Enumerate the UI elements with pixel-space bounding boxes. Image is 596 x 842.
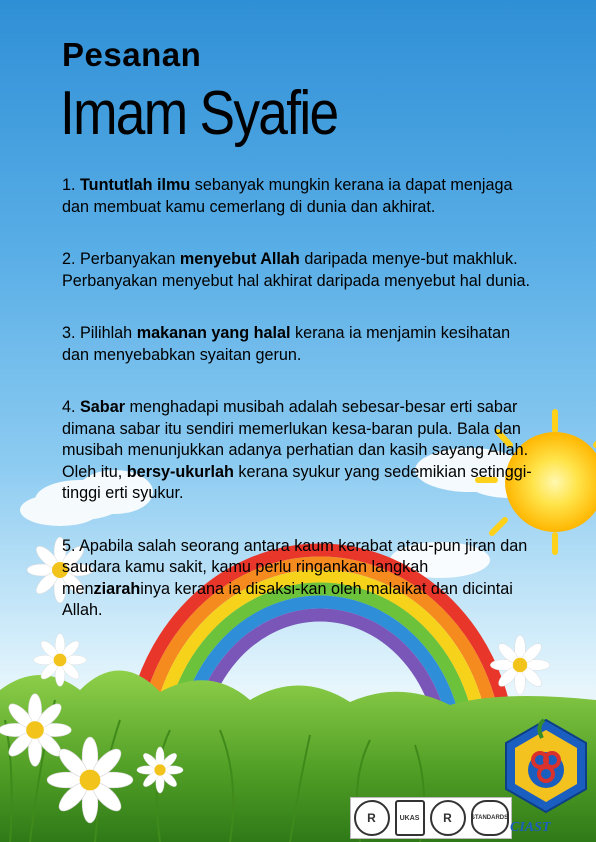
message-item-3: 3. Pilihlah makanan yang halal kerana ia menjamin kesihatan dan menyebabkan syaitan gerun. <box>62 324 511 364</box>
message-item-2: 2. Perbanyakan menyebut Allah daripada menye-but makhluk. Perbanyakan menyebut hal akhirat daripada menyebut hal dunia. <box>62 250 530 290</box>
message-item-4: 4. Sabar menghadapi musibah adalah sebesar-besar erti sabar dimana sabar itu sendiri memerlukan kesa-baran pula. Bala dan musibah menunjukkan adanya perhatian dan kasih sayang Allah. Oleh itu, bersy-ukurlah kerana syukur yang sedemikian setinggi-tinggi erti syukur. <box>62 398 532 502</box>
title-line-2: Imam Syafie <box>60 79 338 148</box>
registered-mark-icon: R <box>430 800 466 836</box>
title-line-1: Pesanan <box>62 36 202 73</box>
message-item-5: 5. Apabila salah seorang antara kaum kerabat atau-pun jiran dan saudara kamu sakit, kamu perlu ringankan langkah menziarahinya kerana ia disaksi-kan oleh malaikat dan dicintai Allah. <box>62 536 528 619</box>
registered-mark-icon: R <box>354 800 390 836</box>
ukas-certification-icon: UKAS <box>395 800 425 836</box>
certification-strip <box>350 797 512 839</box>
standards-certification-icon: STANDARDS <box>471 800 509 836</box>
message-list <box>62 175 532 653</box>
message-item-1: 1. Tuntutlah ilmu sebanyak mungkin kerana ia dapat menjaga dan membuat kamu cemerlang di dunia dan akhirat. <box>62 176 513 216</box>
ciast-logo-text: CIAST <box>510 820 551 835</box>
